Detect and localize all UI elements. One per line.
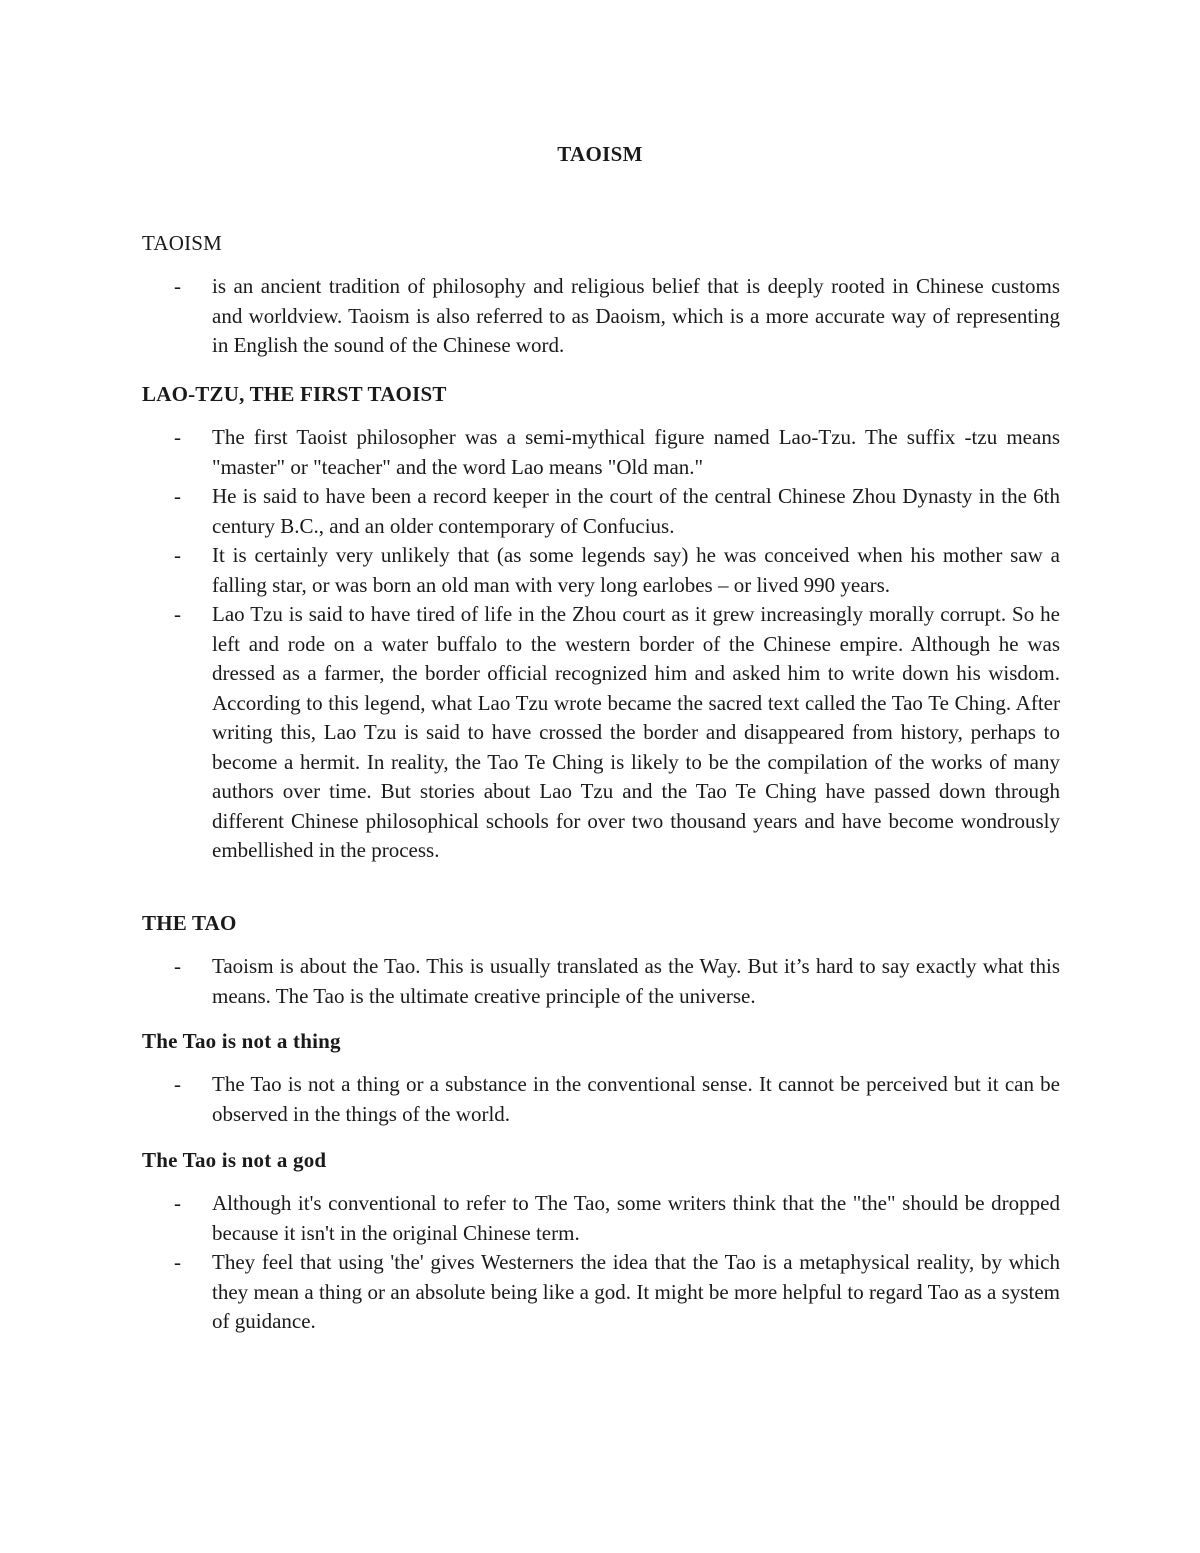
list-item xyxy=(142,1248,1060,1337)
list-item xyxy=(142,272,1060,361)
list-item-text: Lao Tzu is said to have tired of life in the Zhou court as it grew increasingly morally corrupt. So he left and rode on a water buffalo to the western border of the Chinese empire. Although he was dressed as a farmer, the border official recognized him and asked him to write down his wisdom. According to this legend, what Lao Tzu wrote became the sacred text called the Tao Te Ching. After writing this, Lao Tzu is said to have crossed the border and disappeared from history, perhaps to become a hermit. In reality, the Tao Te Ching is likely to be the compilation of the works of many authors over time. But stories about Lao Tzu and the Tao Te Ching have passed down through different Chinese philosophical schools for over two thousand years and have become wondrously embellished in the process. xyxy=(212,602,1060,862)
dash-bullet: - xyxy=(174,1191,181,1215)
bullet-list xyxy=(142,952,1060,1011)
section-tao-not-a-god xyxy=(142,1145,1060,1337)
bullet-list xyxy=(142,1070,1060,1129)
list-item xyxy=(142,600,1060,866)
section-lao-tzu xyxy=(142,379,1060,866)
list-item-text: It is certainly very unlikely that (as some legends say) he was conceived when his mother saw a falling star, or was born an old man with very long earlobes – or lived 990 years. xyxy=(212,543,1060,597)
section-tao-not-a-thing xyxy=(142,1026,1060,1129)
list-item xyxy=(142,1189,1060,1248)
section-heading: LAO-TZU, THE FIRST TAOIST xyxy=(142,382,447,406)
dash-bullet: - xyxy=(174,954,181,978)
list-item xyxy=(142,952,1060,1011)
bullet-list xyxy=(142,423,1060,866)
section-taoism xyxy=(142,228,1060,361)
list-item-text: Although it's conventional to refer to The Tao, some writers think that the "the" should be dropped because it isn't in the original Chinese term. xyxy=(212,1191,1060,1245)
bullet-list xyxy=(142,272,1060,361)
section-heading: THE TAO xyxy=(142,911,237,935)
section-heading: The Tao is not a thing xyxy=(142,1029,341,1053)
list-item-text: The Tao is not a thing or a substance in the conventional sense. It cannot be perceived but it can be observed in the things of the world. xyxy=(212,1072,1060,1126)
list-item-text: He is said to have been a record keeper in the court of the central Chinese Zhou Dynasty in the 6th century B.C., and an older contemporary of Confucius. xyxy=(212,484,1060,538)
dash-bullet: - xyxy=(174,274,181,298)
dash-bullet: - xyxy=(174,425,181,449)
list-item xyxy=(142,423,1060,482)
section-the-tao xyxy=(142,908,1060,1011)
dash-bullet: - xyxy=(174,602,181,626)
dash-bullet: - xyxy=(174,484,181,508)
list-item-text: They feel that using 'the' gives Westerners the idea that the Tao is a metaphysical reality, by which they mean a thing or an absolute being like a god. It might be more helpful to regard Tao as a system of guidance. xyxy=(212,1250,1060,1333)
section-heading: TAOISM xyxy=(142,231,223,255)
dash-bullet: - xyxy=(174,1072,181,1096)
document-title: TAOISM xyxy=(557,142,643,166)
dash-bullet: - xyxy=(174,543,181,567)
dash-bullet: - xyxy=(174,1250,181,1274)
list-item xyxy=(142,1070,1060,1129)
list-item-text: The first Taoist philosopher was a semi-mythical figure named Lao-Tzu. The suffix -tzu means "master" or "teacher" and the word Lao means "Old man." xyxy=(212,425,1060,479)
bullet-list xyxy=(142,1189,1060,1337)
list-item xyxy=(142,541,1060,600)
list-item-text: Taoism is about the Tao. This is usually translated as the Way. But it’s hard to say exactly what this means. The Tao is the ultimate creative principle of the universe. xyxy=(212,954,1060,1008)
list-item-text: is an ancient tradition of philosophy and religious belief that is deeply rooted in Chinese customs and worldview. Taoism is also referred to as Daoism, which is a more accurate way of representing in English the sound of the Chinese word. xyxy=(212,274,1060,357)
section-heading: The Tao is not a god xyxy=(142,1148,327,1172)
list-item xyxy=(142,482,1060,541)
